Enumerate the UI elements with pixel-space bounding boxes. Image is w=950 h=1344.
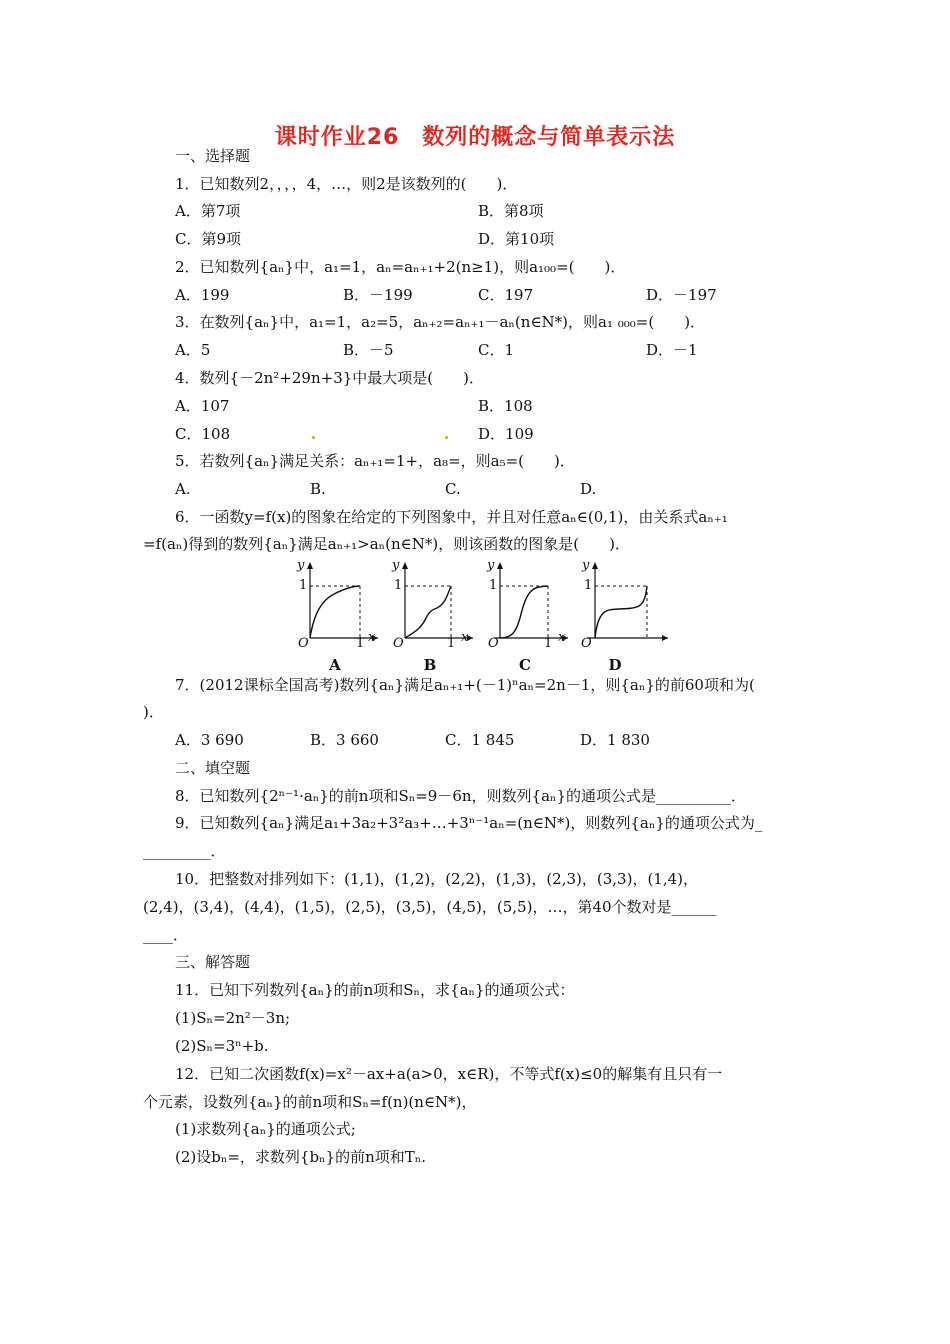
q4-option-b: B．108 [478, 397, 533, 415]
q11-part1: (1)Sₙ=2n²－3n; [175, 1009, 291, 1027]
axis-one-label: 1 [356, 636, 365, 651]
q12-stem-line2: 个元素，设数列{aₙ}的前n项和Sₙ=f(n)(n∈N*)， [143, 1093, 477, 1111]
graph-d-label: D [608, 656, 622, 674]
q4-option-d: D．109 [478, 425, 534, 443]
axis-one-label: 1 [394, 578, 403, 593]
q7-stem-line2: )． [143, 703, 164, 721]
q10-stem-line3: ____． [143, 926, 189, 944]
q1-option-c: C．第9项 [175, 230, 242, 248]
q6-stem-line1: 6．一函数y=f(x)的图象在给定的下列图象中，并且对任意aₙ∈(0,1)，由关系式aₙ₊₁ [175, 508, 728, 526]
q5-option-a: A. [175, 480, 191, 498]
axis-one-label: 1 [489, 578, 498, 593]
q1-option-b: B．第8项 [478, 202, 544, 220]
q9-stem-line1: 9．已知数列{aₙ}满足a₁+3a₂+3²a₃+…+3ⁿ⁻¹aₙ=(n∈N*)，则数列{aₙ}的通项公式为_ [175, 814, 763, 832]
q2-option-d: D．－197 [646, 286, 717, 304]
q11-stem: 11．已知下列数列{aₙ}的前n项和Sₙ，求{aₙ}的通项公式： [175, 981, 575, 999]
graph-d [575, 558, 665, 674]
speck-mark [312, 436, 315, 439]
page-title: 课时作业26 数列的概念与简单表示法 [274, 125, 676, 150]
q11-part2: (2)Sₙ=3ⁿ+b. [175, 1037, 269, 1055]
axis-y-label: y [582, 558, 590, 573]
q7-stem-line1: 7．(2012课标全国高考)数列{aₙ}满足aₙ₊₁+(－1)ⁿaₙ=2n－1，则{aₙ}的前60项和为( [175, 676, 755, 694]
q3-option-c: C．1 [478, 341, 515, 359]
graph-a [290, 558, 380, 674]
graph-b-label: B [423, 656, 437, 674]
q2-option-c: C．197 [478, 286, 534, 304]
axis-one-label: 1 [299, 578, 308, 593]
graph-c [480, 558, 570, 674]
axis-origin-label: O [488, 636, 499, 651]
q9-stem-line2: _________． [143, 842, 226, 860]
q10-stem-line2: (2,4)，(3,4)，(4,4)，(1,5)，(2,5)，(3,5)，(4,5)，(5,5)，…，第40个数对是______ [143, 898, 717, 916]
speck-mark [445, 436, 448, 439]
q3-stem: 3．在数列{aₙ}中，a₁=1，a₂=5，aₙ₊₂=aₙ₊₁－aₙ(n∈N*)，则a₁ ₀₀₀=( )． [175, 313, 706, 331]
q1-option-a: A．第7项 [175, 202, 241, 220]
q2-option-b: B．－199 [343, 286, 413, 304]
q5-option-b: B. [310, 480, 326, 498]
q4-option-a: A．107 [175, 397, 230, 415]
q4-stem: 4．数列{－2n²+29n+3}中最大项是( )． [175, 369, 484, 387]
axis-y-label: y [487, 558, 495, 573]
axis-origin-label: O [581, 636, 592, 651]
q6-stem-line2: =f(aₙ)得到的数列{aₙ}满足aₙ₊₁>aₙ(n∈N*)，则该函数的图象是( )． [143, 535, 630, 553]
axis-origin-label: O [393, 636, 404, 651]
q7-option-c: C．1 845 [445, 731, 515, 749]
axis-x-label: x [558, 630, 566, 645]
axis-one-label: 1 [544, 636, 553, 651]
q7-option-d: D．1 830 [580, 731, 650, 749]
q12-part1: (1)求数列{aₙ}的通项公式; [175, 1120, 356, 1138]
q7-option-b: B．3 660 [310, 731, 379, 749]
axis-one-label: 1 [584, 578, 593, 593]
q7-option-a: A．3 690 [175, 731, 244, 749]
section-solution: 三、解答题 [175, 953, 251, 971]
q3-option-d: D．－1 [646, 341, 698, 359]
q2-stem: 2．已知数列{aₙ}中，a₁=1，aₙ=aₙ₊₁+2(n≥1)，则a₁₀₀=( )． [175, 258, 626, 276]
q5-option-c: C. [445, 480, 461, 498]
graph-b [385, 558, 475, 674]
axis-x-label: x [461, 630, 469, 645]
q2-option-a: A．199 [175, 286, 230, 304]
q5-stem: 5．若数列{aₙ}满足关系：aₙ₊₁=1+，a₈=，则a₅=( )． [175, 452, 575, 470]
q5-option-d: D. [580, 480, 597, 498]
axis-one-label: 1 [447, 636, 456, 651]
q8-stem: 8．已知数列{2ⁿ⁻¹·aₙ}的前n项和Sₙ=9－6n，则数列{aₙ}的通项公式是__________． [175, 787, 747, 805]
graph-c-label: C [519, 656, 531, 674]
q10-stem-line1: 10．把整数对排列如下：(1,1)，(1,2)，(2,2)，(1,3)，(2,3)，(3,3)，(1,4)， [175, 870, 699, 888]
q12-stem-line1: 12．已知二次函数f(x)=x²－ax+a(a>0，x∈R)，不等式f(x)≤0的解集有且只有一 [175, 1065, 723, 1083]
q1-stem: 1．已知数列2，，，，4，…，则2是该数列的( )． [175, 175, 518, 193]
axis-y-label: y [392, 558, 400, 573]
q3-option-b: B．－5 [343, 341, 394, 359]
axis-x-label: x [368, 630, 376, 645]
section-choice: 一、选择题 [175, 147, 251, 165]
section-fill-in: 二、填空题 [175, 759, 251, 777]
axis-origin-label: O [298, 636, 309, 651]
graph-a-label: A [329, 656, 341, 674]
q3-option-a: A．5 [175, 341, 211, 359]
q4-option-c: C．108 [175, 425, 231, 443]
q12-part2: (2)设bₙ=，求数列{bₙ}的前n项和Tₙ. [175, 1148, 427, 1166]
axis-y-label: y [297, 558, 305, 573]
q6-graph-options [290, 558, 670, 674]
q1-option-d: D．第10项 [478, 230, 555, 248]
